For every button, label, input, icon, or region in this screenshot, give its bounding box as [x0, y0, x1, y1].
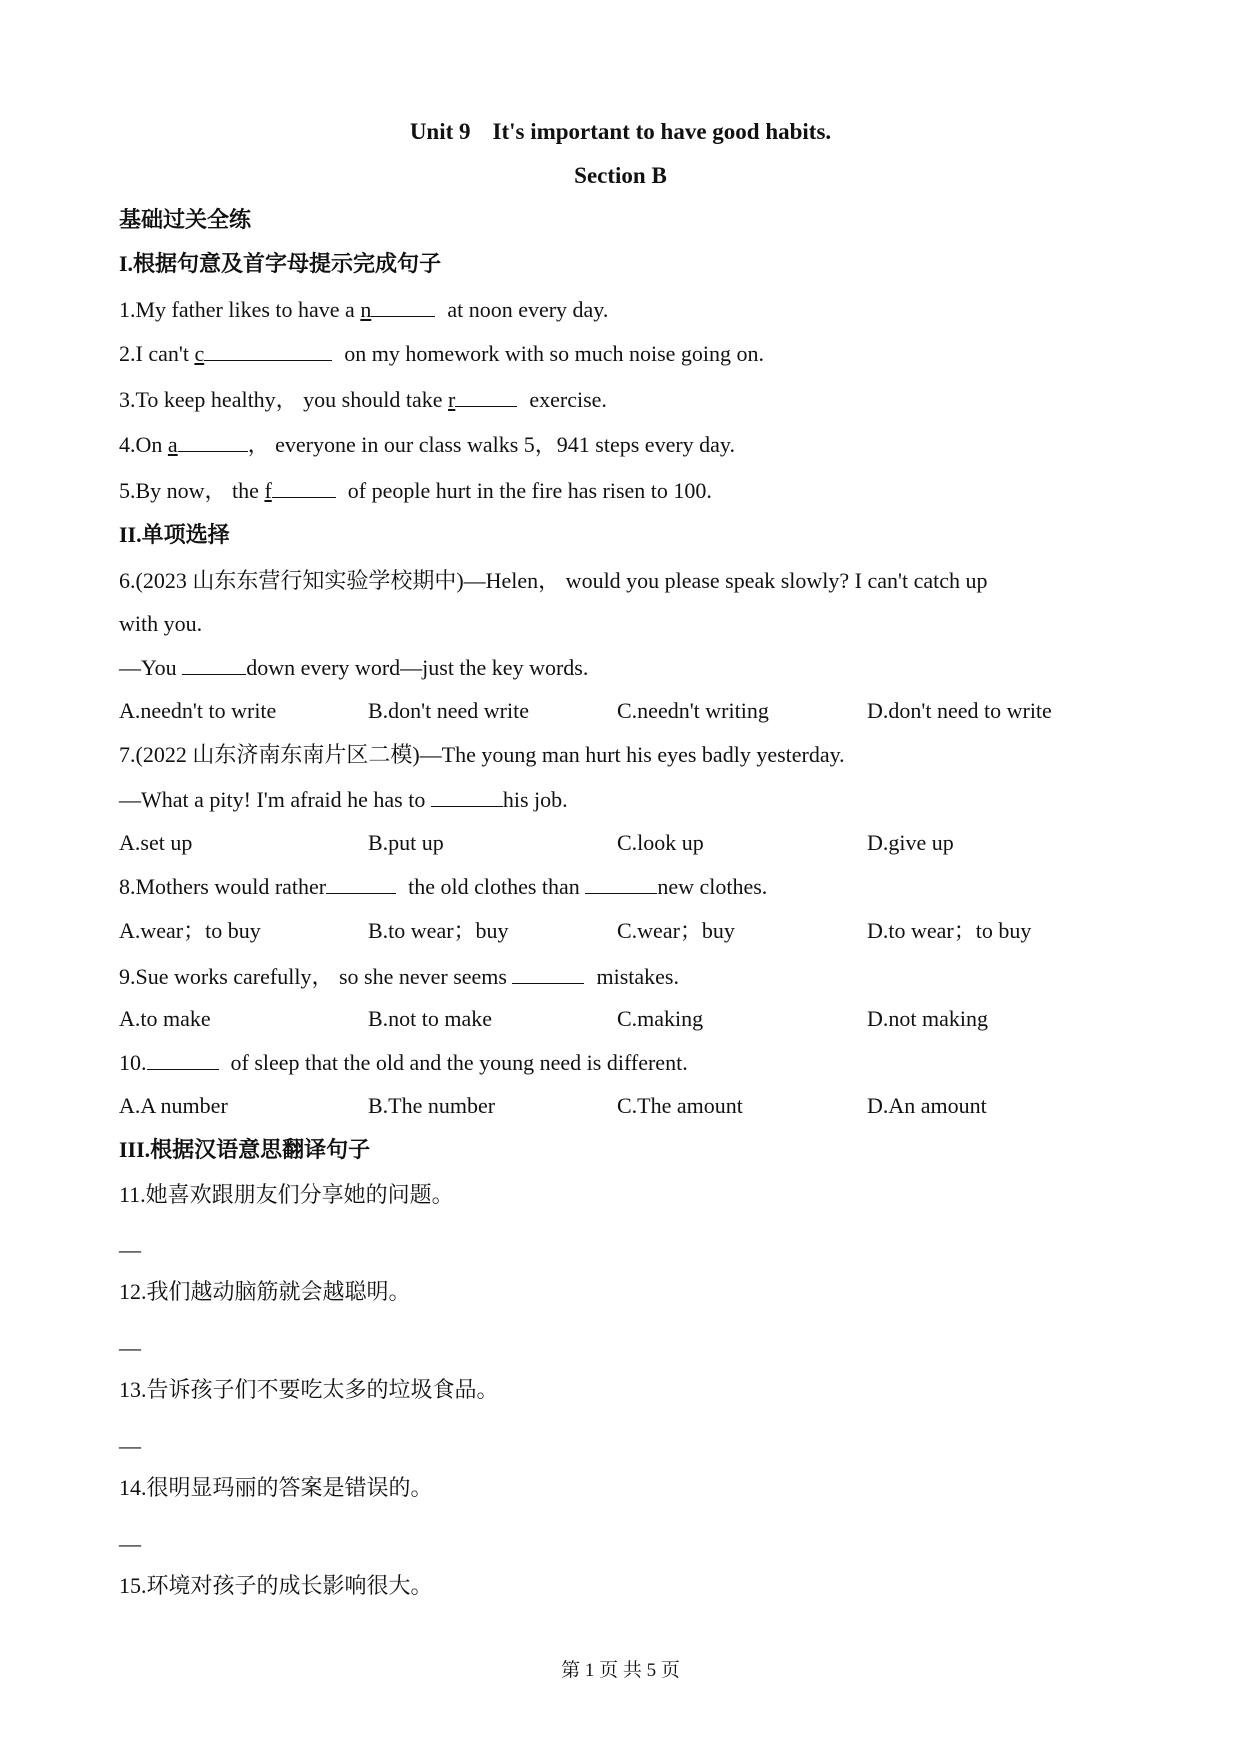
- section-title: Section B: [574, 163, 667, 188]
- q7-option-c[interactable]: C.look up: [617, 830, 704, 855]
- unit-title: It's important to have good habits.: [492, 119, 832, 144]
- q9-option-b[interactable]: B.not to make: [368, 1006, 493, 1031]
- page-title: [0, 117, 1241, 147]
- hint-letter: f: [264, 478, 272, 503]
- question-8: 8.Mothers would rather the old clothes than new clothes.: [119, 871, 1141, 902]
- question-14: 14.很明显玛丽的答案是错误的。: [119, 1475, 433, 1500]
- q6-option-c[interactable]: C.needn't writing: [617, 698, 769, 723]
- question-15: 15.环境对孩子的成长影响很大。: [119, 1573, 433, 1598]
- q8-option-c[interactable]: C.wear；buy: [617, 918, 735, 943]
- answer-line[interactable]: —: [119, 1433, 141, 1458]
- q7-option-b[interactable]: B.put up: [368, 830, 444, 855]
- hint-letter: n: [360, 297, 372, 322]
- answer-blank[interactable]: [178, 429, 248, 452]
- q10-option-d[interactable]: D.An amount: [867, 1093, 987, 1118]
- answer-blank[interactable]: [455, 384, 517, 407]
- question-7-line2: —What a pity! I'm afraid he has to his job.: [119, 784, 1141, 815]
- answer-blank[interactable]: [204, 338, 332, 361]
- answer-blank[interactable]: [326, 871, 396, 894]
- hint-letter: c: [194, 341, 205, 366]
- section1-heading: I.根据句意及首字母提示完成句子: [119, 251, 442, 276]
- q6-option-a[interactable]: A.needn't to write: [119, 698, 277, 723]
- question-6-line2: with you.: [119, 611, 203, 636]
- answer-blank[interactable]: [431, 784, 503, 807]
- q7-option-a[interactable]: A.set up: [119, 830, 193, 855]
- question-9: 9.Sue works carefully， so she never seems mistakes.: [119, 961, 1141, 992]
- question-5: 5.By now， the f of people hurt in the fire has risen to 100.: [119, 475, 1141, 506]
- q10-option-c[interactable]: C.The amount: [617, 1093, 743, 1118]
- question-12: 12.我们越动脑筋就会越聪明。: [119, 1279, 411, 1304]
- unit-label: Unit 9: [409, 119, 471, 144]
- q6-option-d[interactable]: D.don't need to write: [867, 698, 1052, 723]
- section2-heading: II.单项选择: [119, 522, 230, 547]
- q10-option-b[interactable]: B.The number: [368, 1093, 496, 1118]
- question-13: 13.告诉孩子们不要吃太多的垃圾食品。: [119, 1377, 499, 1402]
- page-footer: 第 1 页 共 5 页: [561, 1660, 680, 1681]
- q9-option-d[interactable]: D.not making: [867, 1006, 988, 1031]
- q9-option-a[interactable]: A.to make: [119, 1006, 211, 1031]
- answer-blank[interactable]: [147, 1047, 219, 1070]
- answer-blank[interactable]: [272, 475, 336, 498]
- answer-blank[interactable]: [512, 961, 584, 984]
- question-6-line3: —You down every word—just the key words.: [119, 652, 1141, 683]
- q7-option-d[interactable]: D.give up: [867, 830, 954, 855]
- question-4: 4.On a ， everyone in our class walks 5，941 steps every day.: [119, 429, 1141, 460]
- part-heading: 基础过关全练: [119, 207, 252, 232]
- question-7-line1: 7.(2022 山东济南东南片区二模)—The young man hurt his eyes badly yesterday.: [119, 742, 845, 767]
- question-1: 1.My father likes to have a n at noon every day.: [119, 294, 1141, 325]
- question-10: 10. of sleep that the old and the young need is different.: [119, 1047, 1141, 1078]
- q8-option-b[interactable]: B.to wear；buy: [368, 918, 509, 943]
- answer-blank[interactable]: [371, 294, 435, 317]
- section3-heading: III.根据汉语意思翻译句子: [119, 1137, 371, 1162]
- question-6-line1: 6.(2023 山东东营行知实验学校期中)—Helen， would you please speak slowly? I can't catch up: [119, 568, 988, 593]
- answer-blank[interactable]: [585, 871, 657, 894]
- hint-letter: r: [448, 387, 456, 412]
- answer-line[interactable]: —: [119, 1531, 141, 1556]
- q10-option-a[interactable]: A.A number: [119, 1093, 228, 1118]
- hint-letter: a: [167, 432, 178, 457]
- q9-option-c[interactable]: C.making: [617, 1006, 704, 1031]
- question-11: 11.她喜欢跟朋友们分享她的问题。: [119, 1182, 454, 1207]
- answer-line[interactable]: —: [119, 1335, 141, 1360]
- q8-option-a[interactable]: A.wear；to buy: [119, 918, 261, 943]
- question-3: 3.To keep healthy， you should take r exercise.: [119, 384, 1141, 415]
- answer-blank[interactable]: [182, 652, 246, 675]
- q8-option-d[interactable]: D.to wear；to buy: [867, 918, 1032, 943]
- question-2: 2.I can't c on my homework with so much noise going on.: [119, 338, 1141, 369]
- answer-line[interactable]: —: [119, 1237, 141, 1262]
- q6-option-b[interactable]: B.don't need write: [368, 698, 529, 723]
